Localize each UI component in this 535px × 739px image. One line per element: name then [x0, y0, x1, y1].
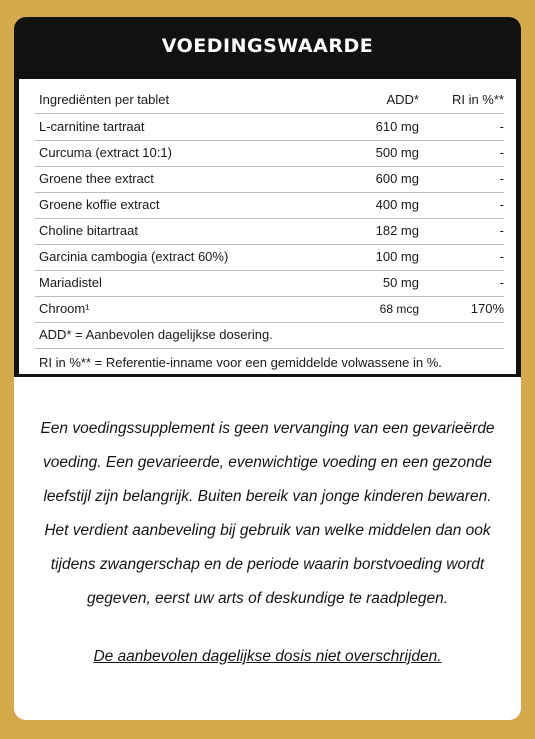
ingredient-amount: 50 mg: [382, 275, 419, 290]
ingredient-ri: -: [499, 119, 504, 134]
table-row: [35, 218, 504, 245]
disclaimer-line: gegeven, eerst uw arts of deskundige te raadplegen.: [86, 590, 449, 607]
ri-footnote: RI in %** = Referentie-inname voor een gemiddelde volwassene in %.: [39, 355, 442, 370]
ingredient-name: Groene koffie extract: [39, 197, 160, 212]
ingredient-amount: 100 mg: [375, 249, 419, 264]
ingredient-name: Groene thee extract: [39, 171, 154, 186]
ingredient-ri: -: [499, 249, 504, 264]
header-ingredients: Ingrediënten per tablet: [39, 92, 170, 107]
ingredient-name: Curcuma (extract 10:1): [39, 145, 172, 160]
table-row: [35, 192, 504, 219]
table-row: [35, 244, 504, 271]
table-row: [35, 140, 504, 167]
nutrition-panel: [14, 17, 521, 377]
disclaimer-line: voeding. Een gevarieerde, evenwichtige voeding en een gezonde: [43, 454, 492, 471]
ingredient-name: L-carnitine tartraat: [39, 119, 145, 134]
ingredient-name: Chroom¹: [39, 301, 90, 316]
ingredient-name: Mariadistel: [39, 275, 102, 290]
header-ri: RI in %**: [451, 92, 504, 107]
ingredient-ri: -: [499, 197, 504, 212]
table-row: [35, 270, 504, 297]
table-row: [35, 114, 504, 141]
table-header-row: [35, 87, 504, 114]
label-card: [14, 17, 521, 720]
ingredient-name: Garcinia cambogia (extract 60%): [39, 249, 229, 264]
ingredient-amount: 182 mg: [375, 223, 419, 238]
ingredient-ri: -: [499, 223, 504, 238]
nutrition-table: [19, 79, 516, 374]
disclaimer-line: leefstijl zijn belangrijk. Buiten bereik van jonge kinderen bewaren.: [43, 488, 492, 505]
table-row: [35, 166, 504, 193]
ingredient-ri: -: [499, 275, 504, 290]
table-row: [35, 296, 504, 323]
header-add: ADD*: [386, 92, 419, 107]
ingredient-amount: 610 mg: [375, 119, 419, 134]
ingredient-ri: 170%: [470, 301, 504, 316]
dosage-warning: De aanbevolen dagelijkse dosis niet overschrijden.: [93, 648, 442, 665]
panel-title: VOEDINGSWAARDE: [161, 35, 374, 57]
ingredient-ri: -: [499, 145, 504, 160]
ingredient-amount: 400 mg: [375, 197, 419, 212]
ingredient-amount: 500 mg: [375, 145, 419, 160]
ingredient-amount: 600 mg: [375, 171, 419, 186]
table-note-row: [35, 322, 504, 349]
disclaimer-line: tijdens zwangerschap en de periode waarin borstvoeding wordt: [50, 556, 485, 573]
ingredient-name: Choline bitartraat: [39, 223, 138, 238]
disclaimer-text: [24, 412, 511, 616]
ingredient-ri: -: [499, 171, 504, 186]
disclaimer-line: Een voedingssupplement is geen vervanging van een gevarieërde: [40, 420, 495, 437]
table-note-row: [35, 350, 504, 376]
add-footnote: ADD* = Aanbevolen dagelijkse dosering.: [39, 327, 273, 342]
disclaimer-line: Het verdient aanbeveling bij gebruik van welke middelen dan ook: [44, 522, 491, 539]
ingredient-amount: 68 mcg: [379, 302, 419, 316]
